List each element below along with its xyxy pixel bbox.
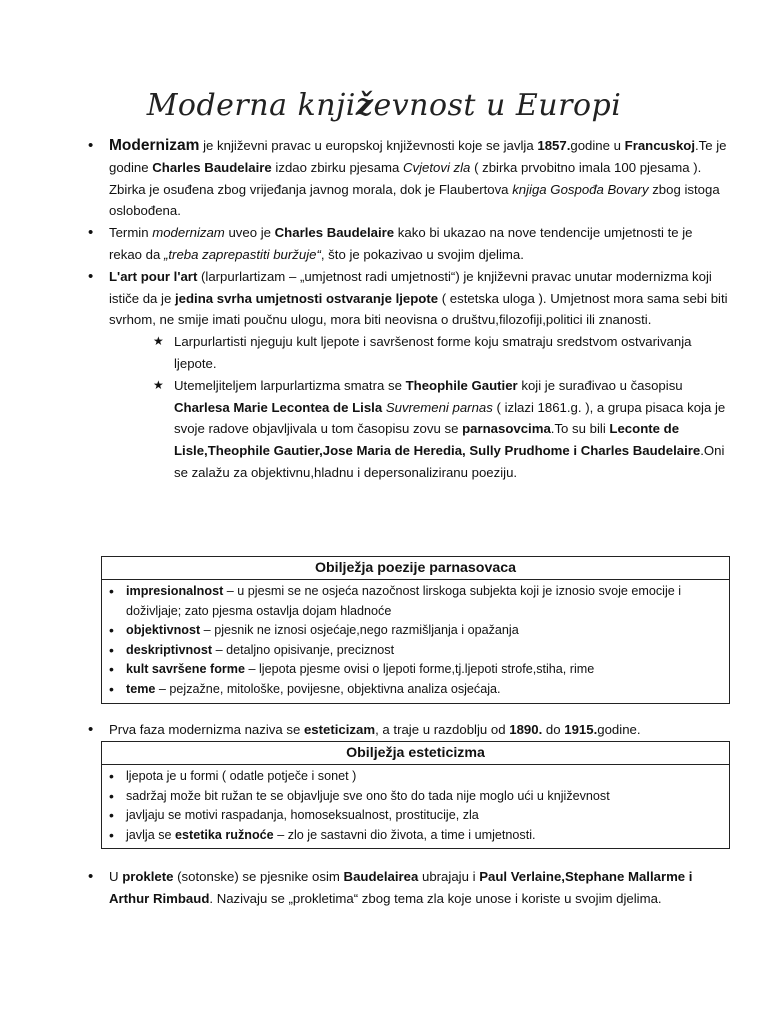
sub-list-item: ★ Utemeljiteljem larpurlartizma smatra se Theophile Gautier koji je surađivao u časopisu Charlesa Marie Lecontea de Lisla Suvremeni parnas ( izlazi 1861.g. ), a grupa pisaca koja je svoje radove objavljivala u tom časopisu zovu se parnasovcima.To su bili Leconte de Lisle,Theophile Gautier,Jose Maria de Heredia, Sully Prudhome i Charles Baudelaire.Oni se zalažu za objektivnu,hladnu i depersonaliziranu poeziju.	[153, 375, 728, 484]
table-row: • javlja se estetika ružnoće – zlo je sastavni dio života, a time i umjetnosti.	[102, 826, 729, 846]
table-row: • kult savršene forme – ljepota pjesme ovisi o ljepoti forme,tj.ljepoti strofe,stiha, rime	[102, 660, 729, 680]
table-row: • sadržaj može bit ružan te se objavljuje sve ono što do tada nije moglo ući u književnost	[102, 787, 729, 807]
table-row: • javljaju se motivi raspadanja, homoseksualnost, prostitucije, zla	[102, 806, 729, 826]
esteticizam-list	[88, 719, 728, 741]
parnasovci-table	[101, 556, 730, 704]
table-row: • impresionalnost – u pjesmi se ne osjeća nazočnost lirskoga subjekta koji je iznosio svoje emocije i doživljaje; zato pjesma ostavlja dojam hladnoće	[102, 582, 729, 621]
list-item: • L'art pour l'art (larpurlartizam – „umjetnost radi umjetnosti“) je književni pravac unutar modernizma koji ističe da je jedina svrha umjetnosti ostvaranje ljepote ( estetska uloga ). Umjetnost mora sama sebi biti svrhom, ne smije imati poučnu ulogu, mora biti neovisna o društvu,filozofiji,politici ili znanosti. ★ Larpurlartisti njeguju kult ljepote i savršenost forme koju smatraju sredstvom ostvarivanja ljepote. ★ Utemeljiteljem larpurlartizma smatra se Theophile Gautier koji je surađivao u časopisu Charlesa Marie Lecontea de Lisla Suvremeni parnas ( izlazi 1861.g. ), a grupa pisaca koja je svoje radove objavljivala u tom časopisu zovu se parnasovcima.To su bili Leconte de Lisle,Theophile Gautier,Jose Maria de Heredia, Sully Prudhome i Charles Baudelaire.Oni se zalažu za objektivnu,hladnu i depersonaliziranu poeziju.	[88, 266, 728, 484]
page-title: Moderna književnost u Europi	[146, 88, 622, 123]
list-item: • Prva faza modernizma naziva se esteticizam, a traje u razdoblju od 1890. do 1915.godine.	[88, 719, 728, 741]
table-row: • ljepota je u formi ( odatle potječe i sonet )	[102, 767, 729, 787]
table-row: • teme – pejzažne, mitološke, povijesne, objektivna analiza osjećaja.	[102, 680, 729, 700]
sub-list	[109, 331, 728, 484]
star-icon: ★	[153, 334, 164, 349]
list-item: • Termin modernizam uveo je Charles Baudelaire kako bi ukazao na nove tendencije umjetnosti te je rekao da „treba zaprepastiti buržuje“, što je pokazivao u svojim djelima.	[88, 222, 728, 266]
table-header: Obilježja poezije parnasovaca	[102, 557, 729, 580]
table-header: Obilježja esteticizma	[102, 742, 729, 765]
table-row: • objektivnost – pjesnik ne iznosi osjećaje,nego razmišljanja i opažanja	[102, 621, 729, 641]
intro-list	[88, 135, 728, 484]
sub-list-item: ★ Larpurlartisti njeguju kult ljepote i savršenost forme koju smatraju sredstvom ostvarivanja ljepote.	[153, 331, 728, 375]
table-row: • deskriptivnost – detaljno opisivanje, preciznost	[102, 641, 729, 661]
table-list	[102, 580, 729, 703]
star-icon: ★	[153, 377, 164, 392]
esteticizam-table	[101, 741, 730, 849]
table-list	[102, 765, 729, 848]
list-item: • U proklete (sotonske) se pjesnike osim Baudelairea ubrajaju i Paul Verlaine,Stephane Mallarme i Arthur Rimbaud. Nazivaju se „prokletima“ zbog tema zla koje unose i koriste u svojim djelima.	[88, 866, 728, 910]
list-item: • Modernizam je književni pravac u europskoj književnosti koje se javlja 1857.godine u Francuskoj.Te je godine Charles Baudelaire izdao zbirku pjesama Cvjetovi zla ( zbirka prvobitno imala 100 pjesama ). Zbirka je osuđena zbog vrijeđanja javnog morala, dok je Flaubertova knjiga Gospođa Bovary zbog istoga oslobođena.	[88, 135, 728, 222]
proklete-list	[88, 866, 728, 910]
